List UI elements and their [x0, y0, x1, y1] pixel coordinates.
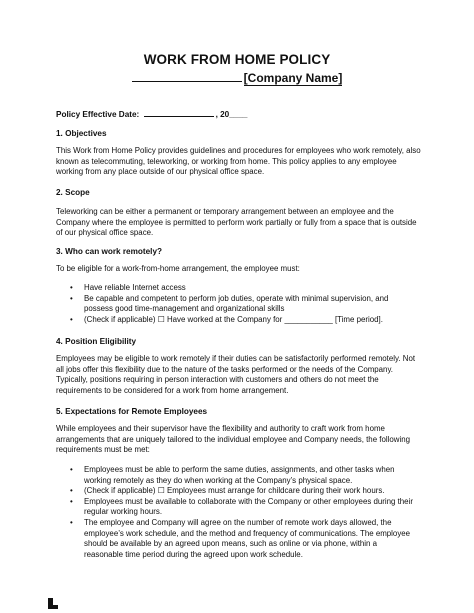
effective-date-line	[56, 109, 247, 119]
section-heading-expectations: 5. Expectations for Remote Employees	[56, 407, 208, 416]
company-name-blank	[132, 70, 242, 82]
section-heading-scope: 2. Scope	[56, 188, 90, 197]
expectations-list	[56, 465, 416, 560]
document-title: WORK FROM HOME POLICY	[143, 52, 331, 67]
section-body-eligibility: To be eligible for a work-from-home arrangement, the employee must:	[56, 264, 300, 273]
eligibility-list	[56, 283, 416, 325]
brand-logo-icon	[48, 598, 58, 609]
list-item: • (Check if applicable) ☐ Employees must arrange for childcare during their work hours.	[56, 486, 416, 497]
section-body-position: Employees may be eligible to work remotely if their duties can be satisfactorily performed remotely. Not all jobs offer this flexibility due to the nature of the tasks performed or the needs of the Company. Typically, positions requiring in person interaction with customers and others do not meet the requirements to be considered for a work from home arrangement.	[56, 354, 416, 395]
company-name-line	[0, 70, 474, 85]
section-body-objectives: This Work from Home Policy provides guidelines and procedures for employees who work remotely, also known as telecommuting, teleworking, or working from home. This policy applies to any employee working from any place outside of our physical office space.	[56, 146, 421, 177]
list-item: • The employee and Company will agree on the number of remote work days allowed, the employee’s work schedule, and the method and frequency of communications. The employee should be available by an agreed upon means, such as online or via phone, within a reasonable time period during the agreed upon work schedule.	[56, 518, 416, 560]
list-item: • Be capable and competent to perform job duties, operate with minimal supervision, and possess good time-management and organizational skills	[56, 294, 416, 315]
list-item: • Have reliable Internet access	[56, 283, 416, 294]
section-heading-objectives: 1. Objectives	[56, 129, 107, 138]
section-body-expectations: While employees and their supervisor have the flexibility and authority to craft work from home arrangements that are uniquely tailored to the individual employee and Company needs, the following requirements must be met:	[56, 424, 410, 455]
section-body-scope: Teleworking can be either a permanent or temporary arrangement between an employee and the Company where the employee is permitted to perform work partially or fully from a space that is outside of our physical office space.	[56, 207, 417, 238]
list-item: • (Check if applicable) ☐ Have worked at the Company for ___________ [Time period].	[56, 315, 416, 326]
effective-date-year: , 20____	[215, 110, 248, 119]
section-heading-position: 4. Position Eligibility	[56, 337, 137, 346]
effective-date-label: Policy Effective Date:	[56, 110, 140, 119]
list-item: • Employees must be able to perform the same duties, assignments, and other tasks when working remotely as they do when working at the Company’s physical space.	[56, 465, 416, 486]
effective-date-blank	[144, 109, 214, 117]
company-name: [Company Name]	[243, 71, 343, 85]
section-heading-eligibility: 3. Who can work remotely?	[56, 247, 163, 256]
list-item: • Employees must be available to collaborate with the Company or other employees during their regular working hours.	[56, 497, 416, 518]
